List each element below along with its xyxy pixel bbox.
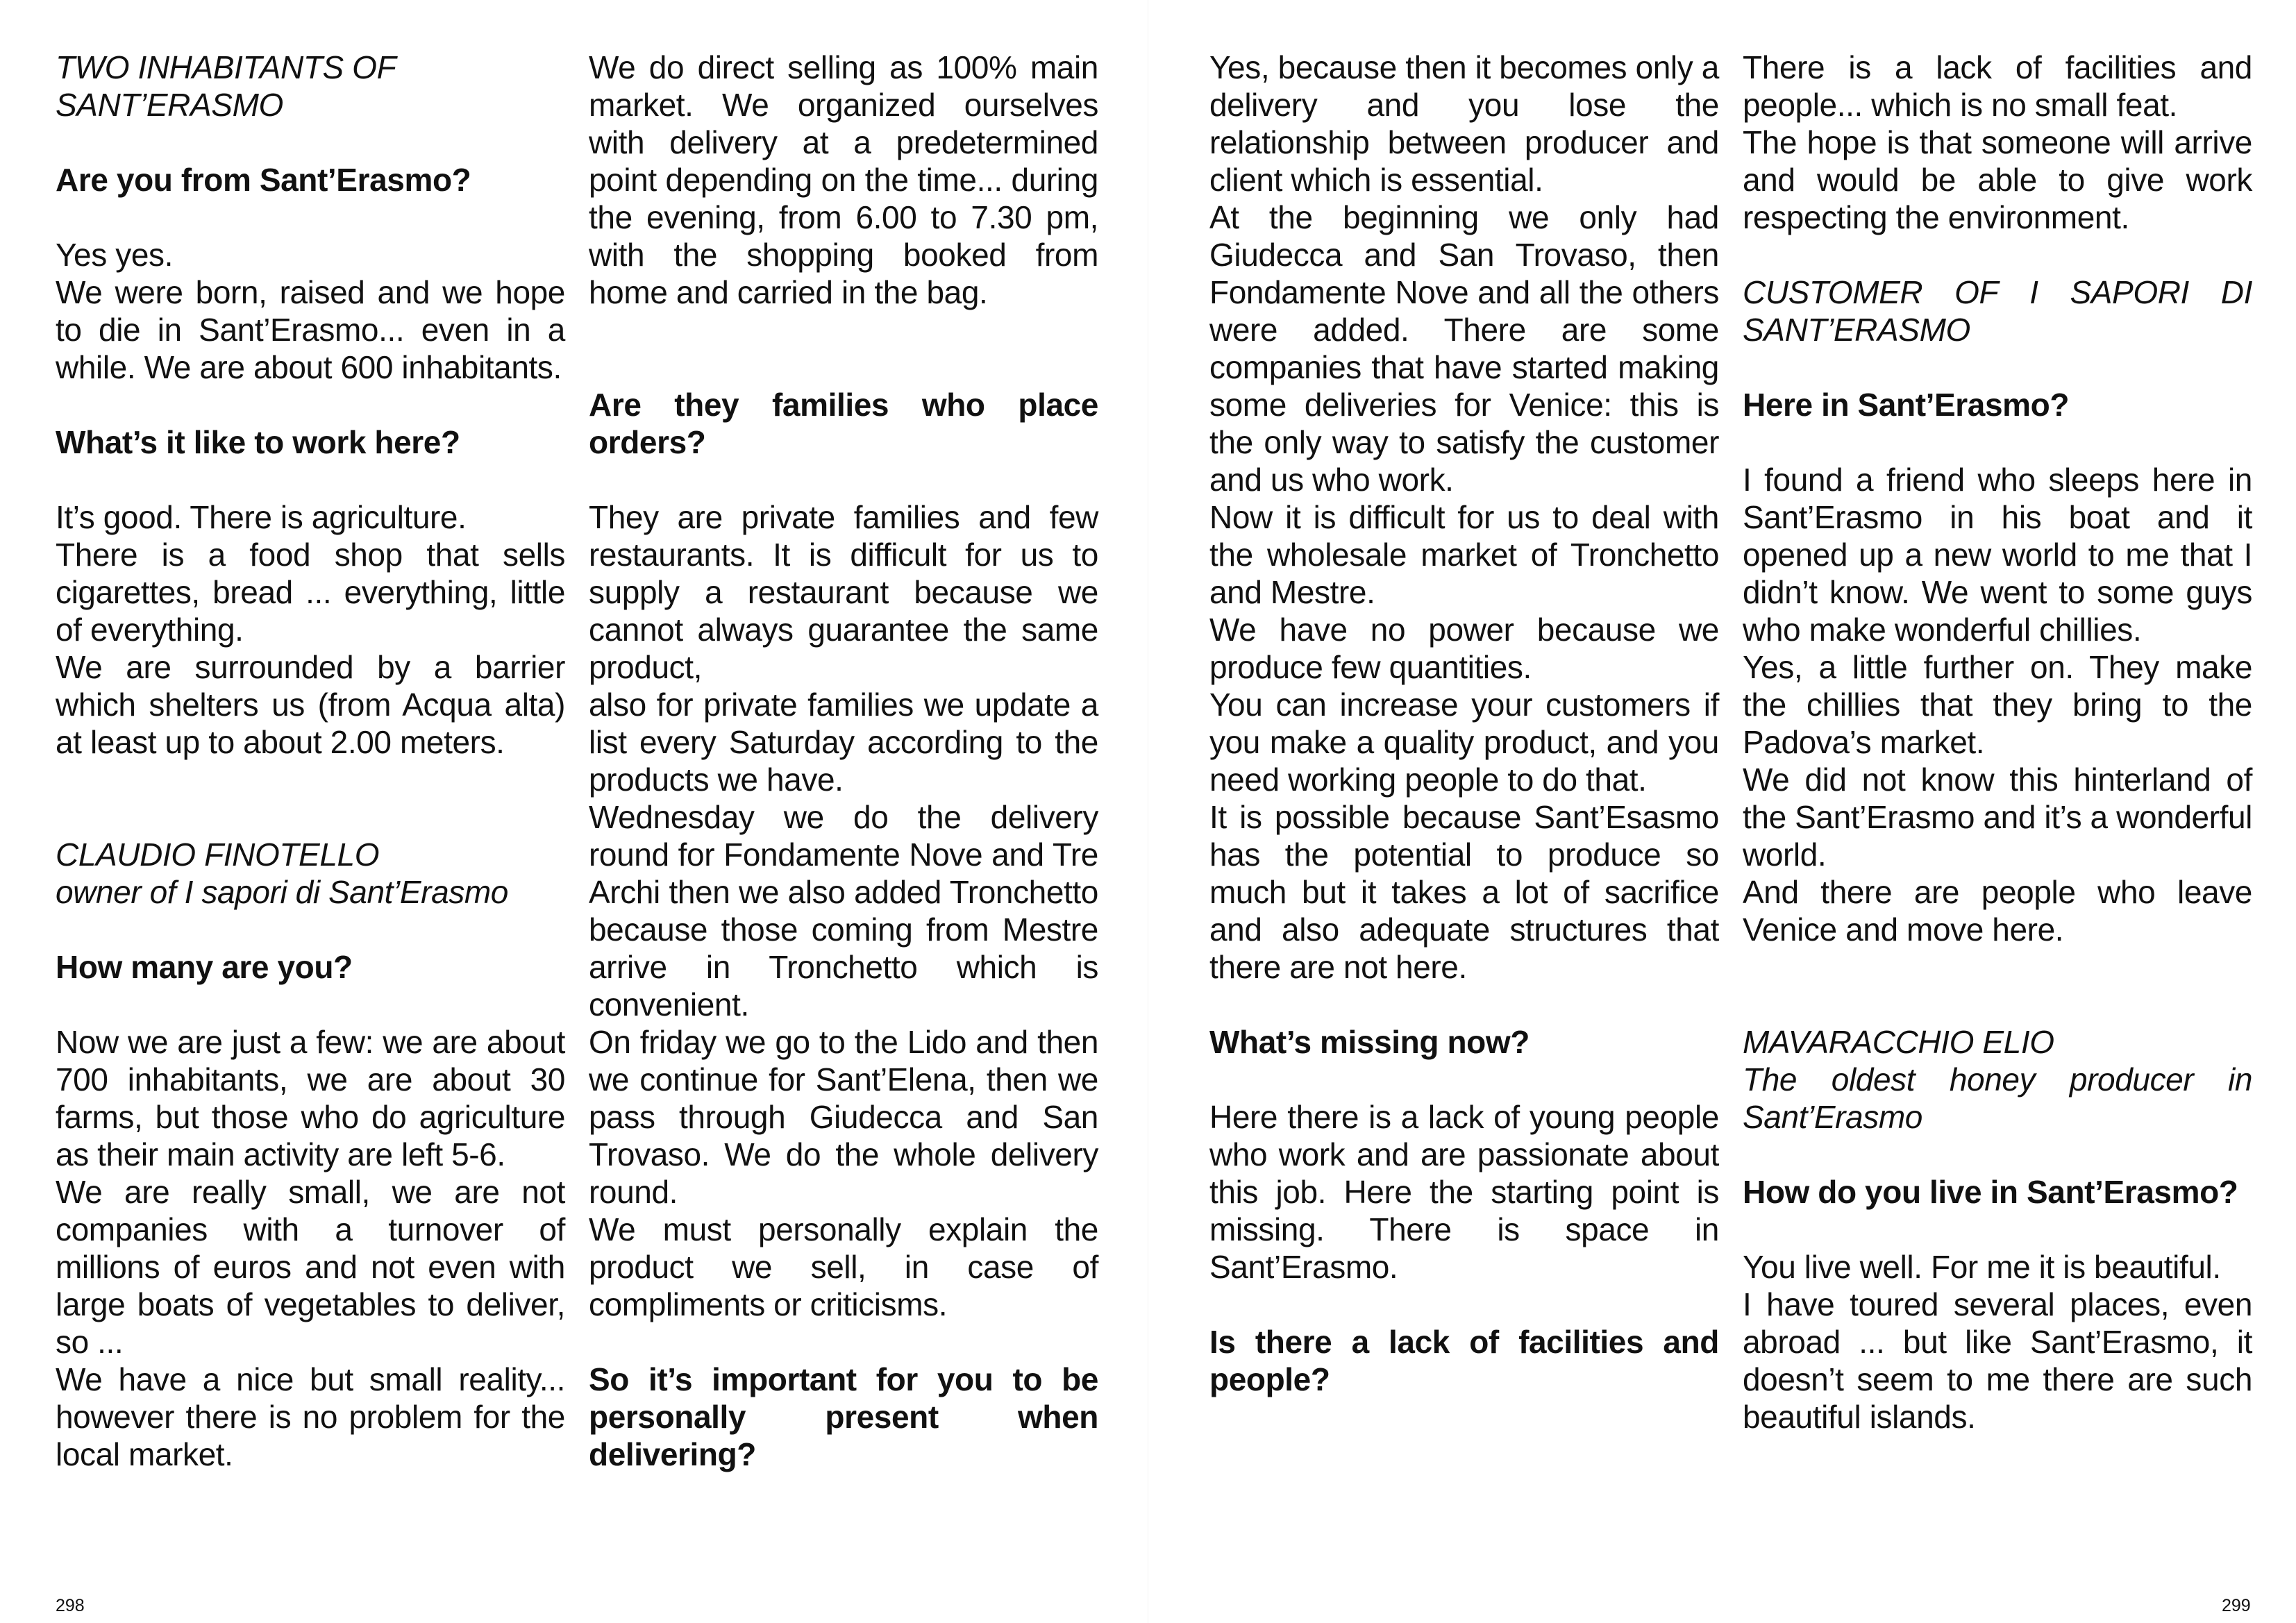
answer: Now it is difficult for us to deal with the wholesale market of Tronchetto and Mestre. [1209,499,1719,610]
answer: Now we are just a few: we are about 700 inhabitants, we are about 30 farms, but those who do agriculture as their main activity are left 5-6. [56,1024,565,1172]
answer: We are surrounded by a barrier which shelters us (from Acqua alta) at least up to about 2.00 meters. [56,649,565,760]
question: How many are you? [56,949,353,985]
answer: also for private families we update a list every Saturday according to the products we have. [589,687,1098,798]
question: So it’s important for you to be personally present when delivering? [589,1361,1098,1472]
answer: We have a nice but small reality... however there is no problem for the local market. [56,1361,565,1472]
answer: Yes yes. [56,237,173,273]
page-number-left: 298 [56,1596,85,1615]
section-heading: CUSTOMER OF I SAPORI DI SANT’ERASMO [1743,274,2252,348]
answer: There is a food shop that sells cigarettes, bread ... everything, little of everything. [56,537,565,648]
answer: They are private families and few restaurants. It is difficult for us to supply a restaurant because we cannot always guarantee the same product, [589,499,1098,685]
answer: We have no power because we produce few quantities. [1209,612,1719,685]
answer: We must personally explain the product we sell, in case of compliments or criticisms. [589,1211,1098,1322]
question: What’s missing now? [1209,1024,1530,1060]
column-3 [1209,49,1719,1398]
answer: Yes, a little further on. They make the chillies that they bring to the Padova’s market. [1743,649,2252,760]
speaker-role: owner of I sapori di Sant’Erasmo [56,874,508,910]
speaker-role: The oldest honey producer in Sant’Erasmo [1743,1061,2252,1135]
answer: You can increase your customers if you make a quality product, and you need working people to do that. [1209,687,1719,798]
answer: You live well. For me it is beautiful. [1743,1249,2221,1285]
answer: We did not know this hinterland of the Sant’Erasmo and it’s a wonderful world. [1743,762,2252,873]
question: Are they families who place orders? [589,387,1098,460]
speaker-name: MAVARACCHIO ELIO [1743,1024,2054,1060]
section-heading: TWO INHABITANTS OF SANT’ERASMO [56,49,396,123]
answer: There is a lack of facilities and people... which is no small feat. [1743,49,2252,123]
question: Here in Sant’Erasmo? [1743,387,2070,423]
question: Are you from Sant’Erasmo? [56,162,471,198]
answer: We are really small, we are not companies with a turnover of millions of euros and not even with large boats of vegetables to deliver, so ... [56,1174,565,1360]
column-4 [1743,49,2252,1436]
page-number-right: 299 [2222,1596,2251,1615]
answer: On friday we go to the Lido and then we continue for Sant’Elena, then we pass through Giudecca and San Trovaso. We do the whole delivery round. [589,1024,1098,1210]
answer: Wednesday we do the delivery round for Fondamente Nove and Tre Archi then we also added Tronchetto because those coming from Mestre arrive in Tronchetto which is convenient. [589,799,1098,1023]
question: Is there a lack of facilities and people? [1209,1324,1719,1397]
answer: We do direct selling as 100% main market. We organized ourselves with delivery at a predetermined point depending on the time... during the evening, from 6.00 to 7.30 pm, with the shopping booked from home and carried in the bag. [589,49,1098,310]
answer: Yes, because then it becomes only a delivery and you lose the relationship between producer and client which is essential. [1209,49,1719,198]
answer: We were born, raised and we hope to die in Sant’Erasmo... even in a while. We are about 600 inhabitants. [56,274,565,385]
answer: It’s good. There is agriculture. [56,499,467,535]
column-1 [56,49,565,1473]
answer: And there are people who leave Venice and move here. [1743,874,2252,948]
answer: It is possible because Sant’Esasmo has the potential to produce so much but it takes a lot of sacrifice and also adequate structures that there are not here. [1209,799,1719,985]
answer: I have toured several places, even abroad ... but like Sant’Erasmo, it doesn’t seem to me there are such beautiful islands. [1743,1286,2252,1435]
answer: The hope is that someone will arrive and would be able to give work respecting the environment. [1743,124,2252,235]
answer: At the beginning we only had Giudecca and San Trovaso, then Fondamente Nove and all the others were added. There are some companies that have started making some deliveries for Venice: this is the only way to satisfy the customer and us who work. [1209,199,1719,498]
column-2 [589,49,1098,1473]
question: How do you live in Sant’Erasmo? [1743,1174,2238,1210]
answer: I found a friend who sleeps here in Sant’Erasmo in his boat and it opened up a new world to me that I didn’t know. We went to some guys who make wonderful chillies. [1743,462,2252,648]
speaker-name: CLAUDIO FINOTELLO [56,836,380,873]
question: What’s it like to work here? [56,424,460,460]
answer: Here there is a lack of young people who work and are passionate about this job. Here the starting point is missing. There is space in Sant’Erasmo. [1209,1099,1719,1285]
